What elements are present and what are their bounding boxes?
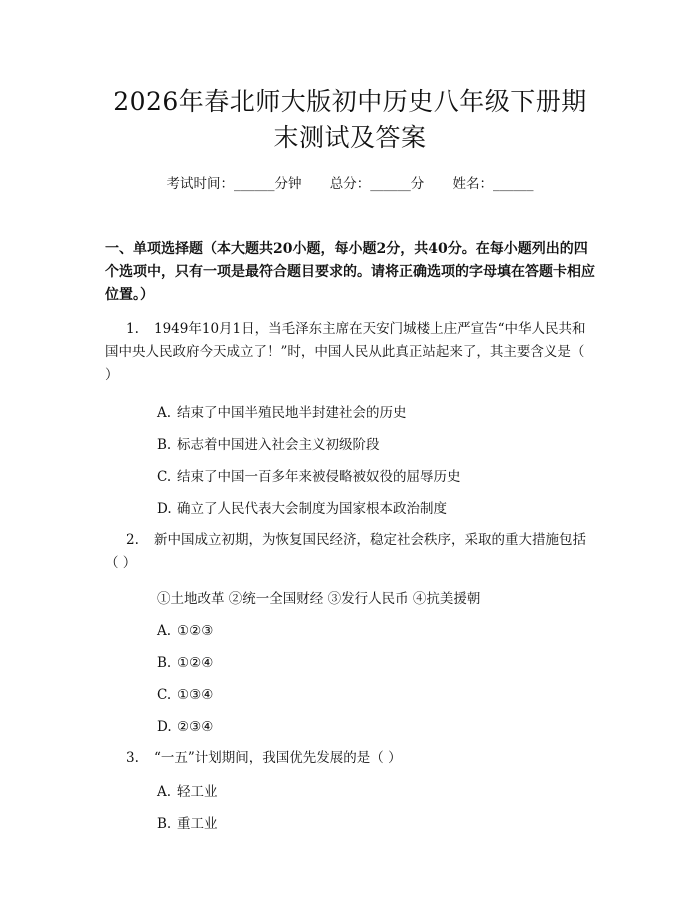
total-score-field: 总分：______分 bbox=[329, 176, 425, 192]
option-b bbox=[105, 653, 595, 673]
question-1 bbox=[105, 318, 595, 519]
option-letter: D. bbox=[157, 719, 172, 735]
question-number: 2. bbox=[126, 532, 139, 548]
option-text: ①②④ bbox=[177, 655, 214, 671]
option-text: 结束了中国一百多年来被侵略被奴役的屈辱历史 bbox=[177, 469, 461, 485]
question-text: 新中国成立初期，为恢复国民经济，稳定社会秩序，采取的重大措施包括（ ） bbox=[105, 532, 586, 571]
option-a bbox=[105, 621, 595, 641]
option-text: ②③④ bbox=[177, 719, 214, 735]
exam-time-field: 考试时间：______分钟 bbox=[166, 176, 302, 192]
question-text: 1949年10月1日，当毛泽东主席在天安门城楼上庄严宣告“中华人民共和国中央人民政府今天成立了！”时，中国人民从此真正站起来了，其主要含义是（ ） bbox=[105, 321, 586, 383]
option-b bbox=[105, 435, 595, 455]
option-letter: A. bbox=[157, 405, 172, 421]
exam-meta bbox=[105, 174, 595, 194]
option-text: 标志着中国进入社会主义初级阶段 bbox=[177, 437, 380, 453]
section-heading: 一、单项选择题（本大题共20小题，每小题2分，共40分。在每小题列出的四个选项中，只有一项是最符合题目要求的。请将正确选项的字母填在答题卡相应位置。） bbox=[105, 241, 595, 303]
option-text: ①②③ bbox=[177, 623, 214, 639]
option-a bbox=[105, 403, 595, 423]
option-letter: D. bbox=[157, 501, 172, 517]
option-letter: C. bbox=[157, 687, 172, 703]
question-3 bbox=[105, 747, 595, 834]
document-title: 2026年春北师大版初中历史八年级下册期末测试及答案 bbox=[113, 87, 587, 152]
option-b bbox=[105, 814, 595, 834]
option-c bbox=[105, 685, 595, 705]
option-text: 确立了人民代表大会制度为国家根本政治制度 bbox=[177, 501, 447, 517]
question-number: 3. bbox=[126, 750, 139, 766]
option-letter: A. bbox=[157, 623, 172, 639]
option-letter: A. bbox=[157, 784, 172, 800]
option-letter: C. bbox=[157, 469, 172, 485]
option-text: 轻工业 bbox=[177, 784, 218, 800]
option-text: 重工业 bbox=[177, 816, 218, 832]
option-text: 结束了中国半殖民地半封建社会的历史 bbox=[177, 405, 407, 421]
option-d bbox=[105, 499, 595, 519]
question-number: 1. bbox=[126, 321, 139, 337]
option-text: ①③④ bbox=[177, 687, 214, 703]
option-a bbox=[105, 782, 595, 802]
name-field: 姓名：______ bbox=[452, 176, 534, 192]
option-letter: B. bbox=[157, 437, 172, 453]
option-d bbox=[105, 717, 595, 737]
option-letter: B. bbox=[157, 816, 172, 832]
question-stem bbox=[105, 747, 595, 770]
question-text: “一五”计划期间，我国优先发展的是（ ） bbox=[154, 750, 402, 766]
option-letter: B. bbox=[157, 655, 172, 671]
question-stem bbox=[105, 318, 595, 387]
question-stem bbox=[105, 529, 595, 575]
question-2 bbox=[105, 529, 595, 737]
question-items: ①土地改革 ②统一全国财经 ③发行人民币 ④抗美援朝 bbox=[157, 591, 481, 607]
option-c bbox=[105, 467, 595, 487]
